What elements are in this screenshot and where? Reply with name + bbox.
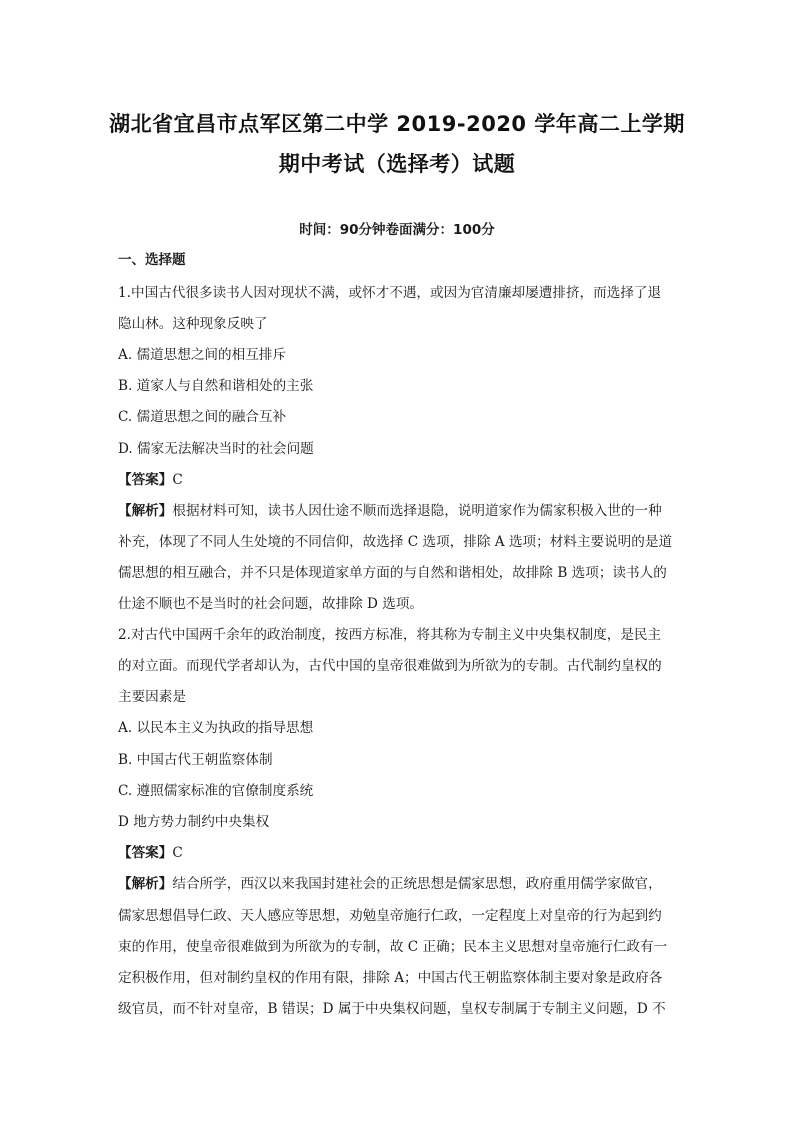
q2-option-c: C. 遵照儒家标准的官僚制度系统 (118, 783, 314, 799)
q2-option-b: B. 中国古代王朝监察体制 (118, 752, 273, 768)
q1-stem-line-1: 1.中国古代很多读书人因对现状不满，或怀才不遇，或因为官清廉却屡遭排挤，而选择了退 (118, 285, 662, 301)
analysis-text: 结合所学，西汉以来我国封建社会的正统思想是儒家思想，政府重用儒学家做官， (172, 876, 662, 892)
q1-analysis-line-2: 补充，体现了不同人生处境的不同信仰，故选择 C 选项，排除 A 选项；材料主要说明的是道 (118, 534, 673, 550)
answer-tag: 【答案】 (118, 472, 173, 488)
q2-option-a: A. 以民本主义为执政的指导思想 (118, 720, 314, 736)
q2-analysis-line-4: 定积极作用，但对制约皇权的作用有限，排除 A；中国古代王朝监察体制主要对象是政府各 (118, 970, 663, 986)
q2-answer (118, 841, 678, 861)
answer-tag: 【答案】 (118, 845, 173, 861)
q2-analysis-line-3: 束的作用，使皇帝很难做到为所欲为的专制，故 C 正确；民本主义思想对皇帝施行仁政有一 (118, 939, 668, 955)
q1-option-c: C. 儒道思想之间的融合互补 (118, 409, 287, 425)
q2-analysis-line-5: 级官员，而不针对皇帝，B 错误；D 属于中央集权问题，皇权专制属于专制主义问题，D 不 (118, 1001, 666, 1017)
q2-option-d: D 地方势力制约中央集权 (118, 814, 270, 830)
analysis-tag: 【解析】 (118, 876, 173, 892)
q1-analysis-line-4: 仕途不顺也不是当时的社会问题，故排除 D 选项。 (118, 596, 424, 612)
analysis-text: 根据材料可知，读书人因仕途不顺而选择退隐，说明道家作为儒家积极入世的一种 (172, 503, 662, 519)
title-line-1: 湖北省宜昌市点军区第二中学 2019-2020 学年高二上学期 (109, 112, 685, 136)
title-line-2: 期中考试（选择考）试题 (278, 152, 516, 176)
answer-value: C (172, 845, 183, 861)
analysis-tag: 【解析】 (118, 503, 173, 519)
exam-meta: 时间：90分钟卷面满分：100分 (299, 222, 495, 238)
section-heading: 一、选择题 (118, 252, 186, 268)
q1-analysis-line-3: 儒思想的相互融合，并不只是体现道家单方面的与自然和谐相处，故排除 B 选项；读书人的 (118, 565, 667, 581)
q2-stem-line-2: 的对立面。而现代学者却认为，古代中国的皇帝很难做到为所欲为的专制。古代制约皇权的 (118, 658, 662, 674)
q2-stem-line-1: 2.对古代中国两千余年的政治制度，按西方标准，将其称为专制主义中央集权制度，是民主 (118, 627, 662, 643)
q2-analysis-line-1 (118, 872, 678, 892)
q1-option-d: D. 儒家无法解决当时的社会问题 (118, 441, 314, 457)
q1-analysis-line-1 (118, 499, 678, 519)
q1-stem-line-2: 隐山林。这种现象反映了 (118, 316, 268, 332)
q2-stem-line-3: 主要因素是 (118, 689, 186, 705)
answer-value: C (172, 472, 183, 488)
q1-option-b: B. 道家人与自然和谐相处的主张 (118, 378, 314, 394)
q2-analysis-line-2: 儒家思想倡导仁政、天人感应等思想，劝勉皇帝施行仁政，一定程度上对皇帝的行为起到约 (118, 908, 662, 924)
q1-answer (118, 468, 678, 488)
q1-option-a: A. 儒道思想之间的相互排斥 (118, 347, 286, 363)
